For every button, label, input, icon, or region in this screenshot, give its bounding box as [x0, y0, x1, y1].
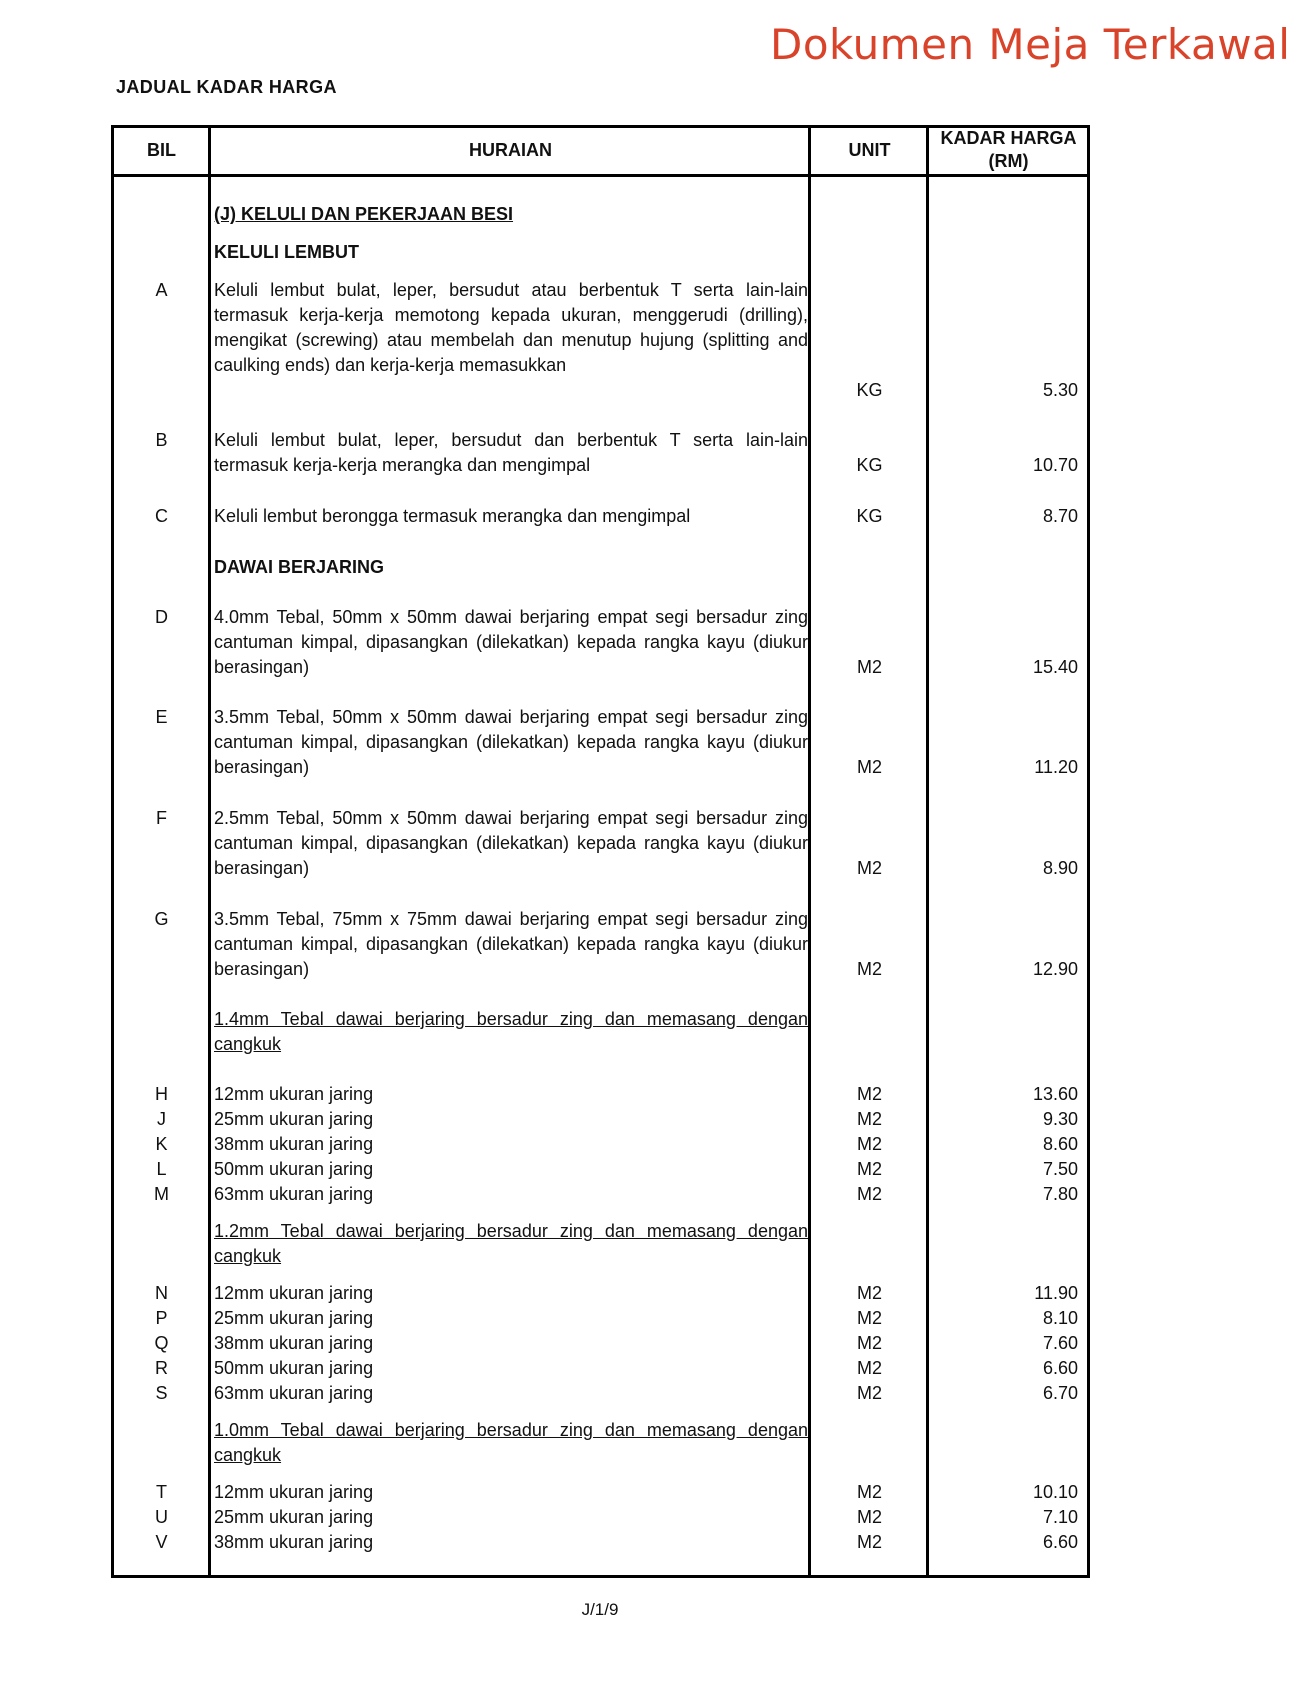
item-unit: M2	[856, 757, 882, 777]
item-bil: G	[154, 909, 169, 929]
item-description: 12mm ukuran jaring	[214, 1283, 374, 1303]
item-bil: P	[155, 1308, 168, 1328]
item-rate: 8.70	[1042, 506, 1078, 526]
item-rate: 11.20	[1034, 757, 1078, 777]
item-bil: N	[155, 1283, 168, 1303]
group-heading: 1.2mm Tebal dawai berjaring bersadur zing dan memasang dengan cangkuk	[214, 1221, 808, 1266]
item-description: 50mm ukuran jaring	[214, 1159, 374, 1179]
item-unit: M2	[856, 1507, 882, 1527]
item-bil: H	[155, 1084, 168, 1104]
item-bil: V	[155, 1532, 168, 1552]
group-heading: 1.0mm Tebal dawai berjaring bersadur zing dan memasang dengan cangkuk	[214, 1420, 808, 1465]
item-rate: 8.60	[1042, 1134, 1078, 1154]
section-heading: (J) KELULI DAN PEKERJAAN BESI	[214, 204, 514, 224]
item-unit: M2	[856, 1159, 882, 1179]
item-rate: 9.30	[1042, 1109, 1078, 1129]
item-unit: KG	[856, 380, 883, 400]
item-rate: 6.70	[1042, 1383, 1078, 1403]
item-rate: 7.80	[1042, 1184, 1078, 1204]
item-rate: 10.70	[1032, 455, 1078, 475]
item-description: 25mm ukuran jaring	[214, 1507, 374, 1527]
item-unit: M2	[856, 959, 882, 979]
item-unit: M2	[856, 1084, 882, 1104]
item-description: 4.0mm Tebal, 50mm x 50mm dawai berjaring empat segi bersadur zing cantuman kimpal, dipasangkan (dilekatkan) kepada rangka kayu (diukur berasingan)	[214, 607, 808, 677]
page-number: J/1/9	[581, 1600, 619, 1619]
item-description: Keluli lembut bulat, leper, bersudut atau berbentuk T serta lain-lain termasuk kerja-kerja memotong kepada ukuran, menggerudi (drilling), mengikat (screwing) atau membelah dan menutup hujung (splitting and caulking ends) dan kerja-kerja memasukkan	[214, 280, 808, 375]
item-description: 38mm ukuran jaring	[214, 1532, 374, 1552]
item-unit: M2	[856, 1184, 882, 1204]
item-rate: 8.10	[1042, 1308, 1078, 1328]
item-description: 63mm ukuran jaring	[214, 1184, 374, 1204]
item-description: 50mm ukuran jaring	[214, 1358, 374, 1378]
item-unit: M2	[856, 1308, 882, 1328]
item-description: 38mm ukuran jaring	[214, 1333, 374, 1353]
item-rate: 13.60	[1032, 1084, 1078, 1104]
item-bil: A	[155, 280, 168, 300]
item-bil: S	[155, 1383, 168, 1403]
item-unit: M2	[856, 1358, 882, 1378]
item-rate: 7.10	[1042, 1507, 1078, 1527]
item-bil: C	[155, 506, 168, 526]
header-kadar-harga	[930, 125, 1087, 175]
item-unit: M2	[856, 1532, 882, 1552]
item-unit: M2	[856, 657, 882, 677]
item-rate: 5.30	[1042, 380, 1078, 400]
item-unit: M2	[856, 1283, 882, 1303]
subsection-heading: DAWAI BERJARING	[214, 557, 385, 577]
item-unit: M2	[856, 1333, 882, 1353]
item-unit: M2	[856, 1134, 882, 1154]
item-description: 3.5mm Tebal, 75mm x 75mm dawai berjaring empat segi bersadur zing cantuman kimpal, dipasangkan (dilekatkan) kepada rangka kayu (diukur berasingan)	[214, 909, 808, 979]
item-rate: 7.50	[1042, 1159, 1078, 1179]
item-bil: E	[155, 707, 168, 727]
item-bil: F	[156, 808, 167, 828]
item-rate: 6.60	[1042, 1358, 1078, 1378]
item-bil: D	[155, 607, 168, 627]
watermark: Dokumen Meja Terkawal	[770, 20, 1290, 69]
item-bil: Q	[154, 1333, 169, 1353]
item-description: Keluli lembut bulat, leper, bersudut dan berbentuk T serta lain-lain termasuk kerja-kerja merangka dan mengimpal	[214, 430, 808, 475]
item-unit: KG	[856, 506, 883, 526]
item-rate: 6.60	[1042, 1532, 1078, 1552]
item-description: 63mm ukuran jaring	[214, 1383, 374, 1403]
item-description: 38mm ukuran jaring	[214, 1134, 374, 1154]
item-bil: U	[155, 1507, 168, 1527]
item-rate: 11.90	[1034, 1283, 1078, 1303]
item-rate: 12.90	[1032, 959, 1078, 979]
item-rate: 15.40	[1032, 657, 1078, 677]
item-bil: B	[155, 430, 168, 450]
item-description: 3.5mm Tebal, 50mm x 50mm dawai berjaring empat segi bersadur zing cantuman kimpal, dipasangkan (dilekatkan) kepada rangka kayu (diukur berasingan)	[214, 707, 808, 777]
header-unit: UNIT	[848, 139, 891, 160]
item-bil: K	[155, 1134, 168, 1154]
header-bil: BIL	[147, 139, 176, 160]
group-heading: 1.4mm Tebal dawai berjaring bersadur zing dan memasang dengan cangkuk	[214, 1009, 808, 1054]
item-bil: J	[157, 1109, 166, 1129]
header-huraian: HURAIAN	[469, 139, 552, 160]
item-bil: M	[154, 1184, 169, 1204]
subsection-heading: KELULI LEMBUT	[214, 242, 359, 262]
item-rate: 10.10	[1032, 1482, 1078, 1502]
item-unit: M2	[856, 858, 882, 878]
item-description: 12mm ukuran jaring	[214, 1084, 374, 1104]
item-unit: KG	[856, 455, 883, 475]
item-bil: L	[156, 1159, 167, 1179]
item-bil: R	[155, 1358, 168, 1378]
item-unit: M2	[856, 1383, 882, 1403]
header-kadar-currency: (RM)	[988, 151, 1029, 171]
item-description: Keluli lembut berongga termasuk merangka dan mengimpal	[214, 506, 691, 526]
item-bil: T	[156, 1482, 167, 1502]
item-description: 25mm ukuran jaring	[214, 1308, 374, 1328]
item-description: 25mm ukuran jaring	[214, 1109, 374, 1129]
item-description: 12mm ukuran jaring	[214, 1482, 374, 1502]
header-kadar-label: KADAR HARGA	[940, 128, 1077, 148]
item-unit: M2	[856, 1109, 882, 1129]
item-description: 2.5mm Tebal, 50mm x 50mm dawai berjaring empat segi bersadur zing cantuman kimpal, dipasangkan (dilekatkan) kepada rangka kayu (diukur berasingan)	[214, 808, 808, 878]
item-rate: 7.60	[1042, 1333, 1078, 1353]
item-rate: 8.90	[1042, 858, 1078, 878]
document-title: JADUAL KADAR HARGA	[116, 77, 337, 97]
item-unit: M2	[856, 1482, 882, 1502]
column-divider	[808, 125, 811, 1578]
